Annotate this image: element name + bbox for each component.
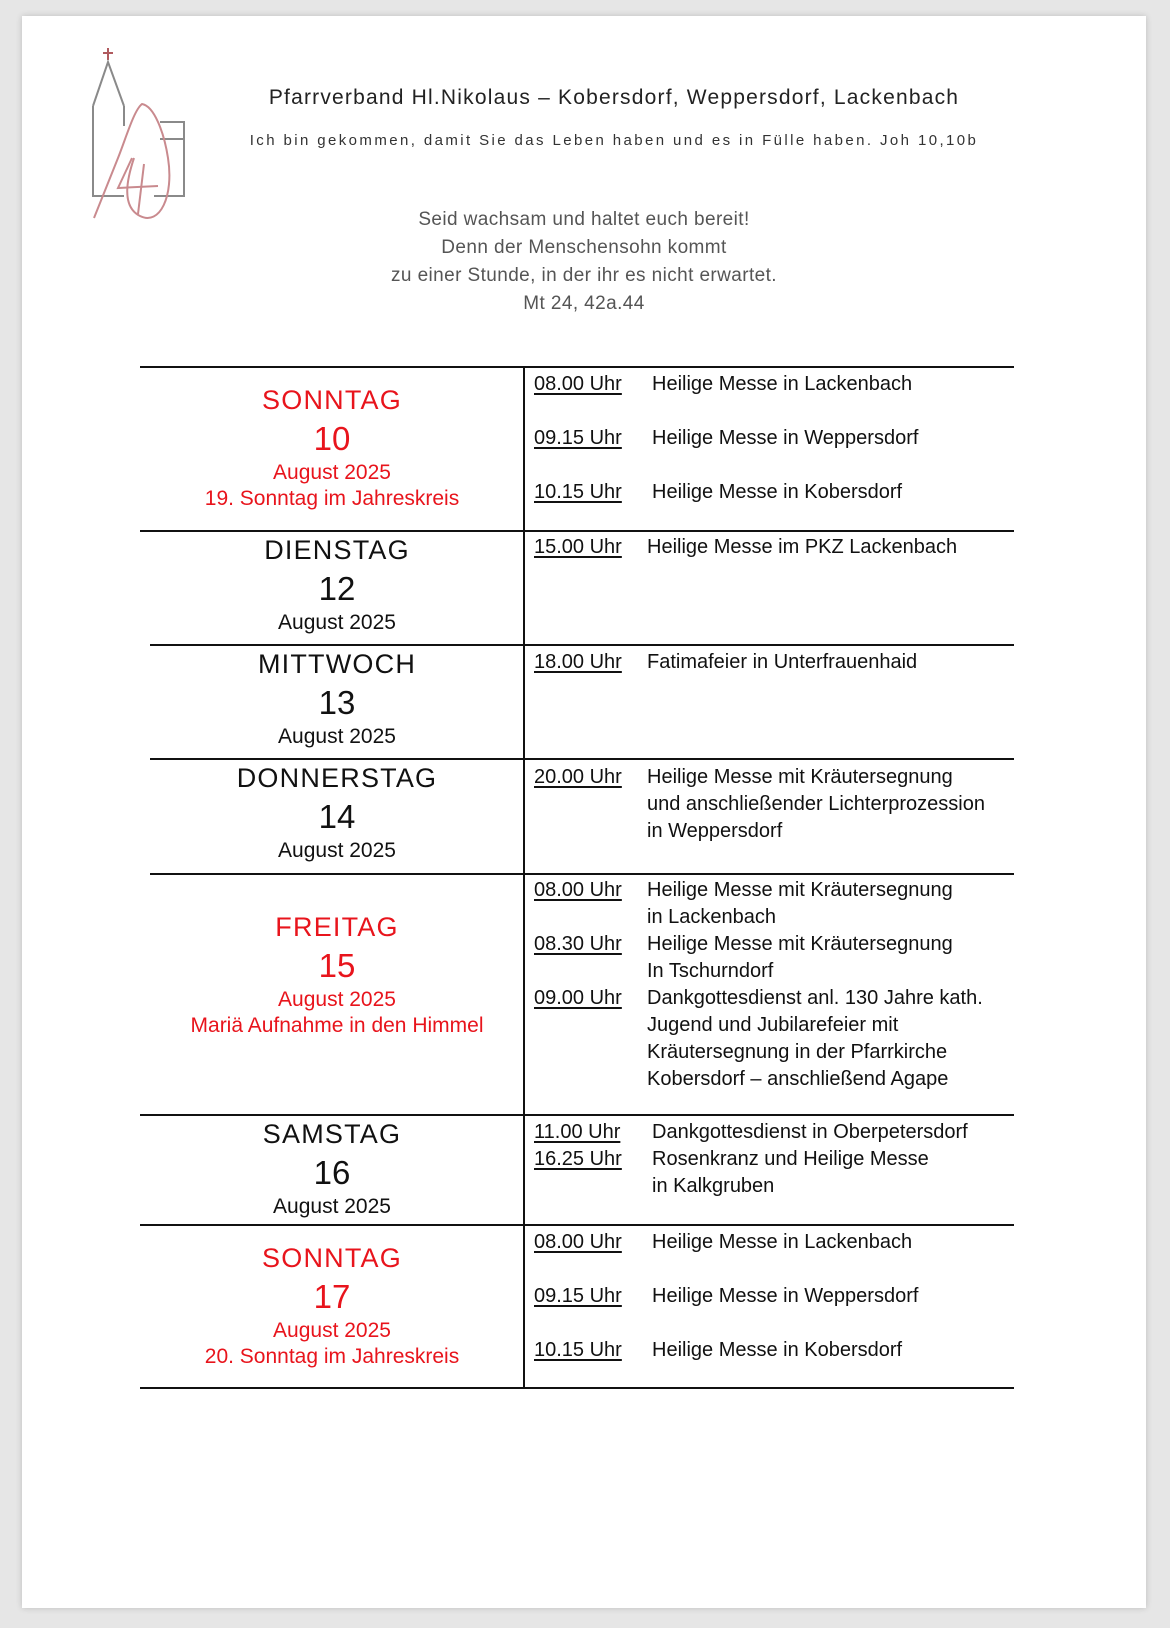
event-text: und anschließender Lichterprozession [647,793,985,815]
day-cell [150,909,524,1039]
event-text: Heilige Messe mit Kräutersegnung [647,879,953,901]
day-month: August 2025 [273,1195,391,1218]
event-text: Heilige Messe in Weppersdorf [652,427,919,449]
day-feast: 20. Sonntag im Jahreskreis [204,1345,460,1368]
event-text: Dankgottesdienst in Oberpetersdorf [652,1121,968,1143]
row-divider [140,1387,1014,1389]
day-number: 16 [313,1154,351,1191]
day-feast: Mariä Aufnahme in den Himmel [190,1014,484,1037]
event-time: 09.15 Uhr [534,1285,622,1307]
event-text: Heilige Messe in Kobersdorf [652,1339,903,1361]
column-divider [523,366,525,1389]
day-month: August 2025 [278,988,396,1011]
mass-schedule-table [22,16,1146,1608]
event-time: 08.00 Uhr [534,879,622,901]
day-name: DIENSTAG [264,535,410,565]
event-text: in Kalkgruben [652,1175,775,1197]
event-time: 08.00 Uhr [534,373,622,395]
day-month: August 2025 [278,611,396,634]
day-name: SAMSTAG [262,1119,402,1149]
day-cell [150,646,524,750]
day-name: FREITAG [275,912,399,942]
day-month: August 2025 [273,461,391,484]
event-text: Kobersdorf – anschließend Agape [647,1068,949,1090]
event-text: Rosenkranz und Heilige Messe [652,1148,929,1170]
day-number: 12 [318,570,356,607]
day-name: MITTWOCH [257,649,417,679]
event-text: Heilige Messe mit Kräutersegnung [647,933,953,955]
event-time: 08.30 Uhr [534,933,622,955]
verse-line: Seid wachsam und haltet euch bereit! [418,209,750,230]
day-month: August 2025 [278,725,396,748]
day-cell [150,532,524,636]
day-name: SONNTAG [262,1243,402,1273]
verse-line: Denn der Menschensohn kommt [441,237,727,258]
day-month: August 2025 [278,839,396,862]
event-text: In Tschurndorf [647,960,774,982]
day-feast: 19. Sonntag im Jahreskreis [204,487,460,510]
event-time: 08.00 Uhr [534,1231,622,1253]
day-cell [140,1240,524,1370]
event-text: Heilige Messe im PKZ Lackenbach [647,536,958,558]
event-text: Dankgottesdienst anl. 130 Jahre kath. [647,987,983,1009]
event-text: in Lackenbach [647,906,776,928]
event-time: 15.00 Uhr [534,536,622,558]
event-time: 20.00 Uhr [534,766,622,788]
event-time: 10.15 Uhr [534,481,622,503]
event-time: 09.15 Uhr [534,427,622,449]
event-time: 11.00 Uhr [534,1121,621,1143]
event-time: 16.25 Uhr [534,1148,622,1170]
day-cell [150,760,524,864]
event-time: 09.00 Uhr [534,987,622,1009]
row-divider [140,1224,1014,1226]
day-cell [140,382,524,512]
event-text: Heilige Messe in Lackenbach [652,373,913,395]
parish-title: Pfarrverband Hl.Nikolaus – Kobersdorf, Weppersdorf, Lackenbach [268,86,960,109]
day-month: August 2025 [273,1319,391,1342]
day-name: SONNTAG [262,385,402,415]
day-number: 13 [318,684,356,721]
parish-motto: Ich bin gekommen, damit Sie das Leben haben und es in Fülle haben. Joh 10,10b [249,132,979,149]
event-text: in Weppersdorf [647,820,783,842]
event-text: Heilige Messe in Weppersdorf [652,1285,919,1307]
day-name: DONNERSTAG [236,763,438,793]
day-number: 15 [318,947,356,984]
event-text: Heilige Messe in Lackenbach [652,1231,913,1253]
day-number: 10 [313,420,351,457]
event-text: Jugend und Jubilarefeier mit [647,1014,899,1036]
event-text: Fatimafeier in Unterfrauenhaid [647,651,918,673]
verse-line: zu einer Stunde, in der ihr es nicht erwartet. [391,265,777,286]
event-text: Kräutersegnung in der Pfarrkirche [647,1041,948,1063]
day-number: 17 [313,1278,351,1315]
page [22,16,1146,1608]
day-number: 14 [318,798,356,835]
row-divider [150,873,1014,875]
event-time: 18.00 Uhr [534,651,622,673]
event-text: Heilige Messe mit Kräutersegnung [647,766,953,788]
event-text: Heilige Messe in Kobersdorf [652,481,903,503]
event-time: 10.15 Uhr [534,1339,622,1361]
row-divider [140,366,1014,368]
day-cell [140,1116,524,1220]
verse-reference: Mt 24, 42a.44 [523,293,645,314]
